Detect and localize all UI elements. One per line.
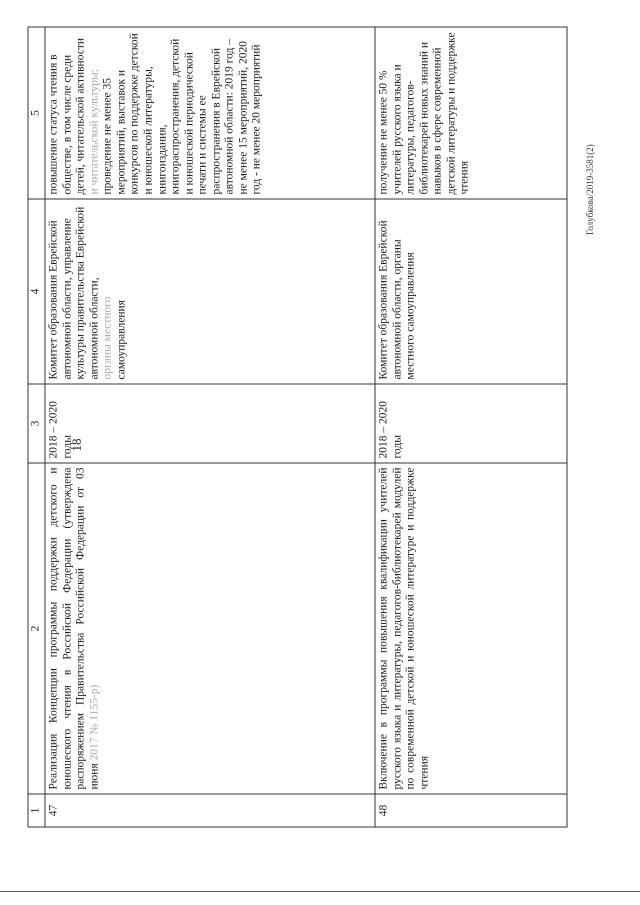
row-number: 47 bbox=[45, 794, 375, 827]
term-cell: 2018 – 2020 годы bbox=[45, 384, 375, 463]
table-row bbox=[375, 27, 567, 827]
executor-text-faint: органы местного bbox=[101, 296, 114, 380]
header-col-1: 1 bbox=[28, 794, 45, 827]
measure-cell: Включение в программы повышения квалификации учителей русского языка и литературы, педагогов-библиотекарей модулей по современной детской и юношеской литературе и поддержке чтения bbox=[375, 463, 567, 794]
table-row bbox=[45, 27, 375, 827]
measure-cell bbox=[45, 463, 375, 794]
header-col-4: 4 bbox=[28, 199, 45, 384]
bottom-rule bbox=[0, 891, 640, 892]
header-col-5: 5 bbox=[28, 27, 45, 199]
executor-cell: Комитет образования Еврейской автономной области, органы местного самоуправления bbox=[375, 199, 567, 384]
executor-text: Комитет образования Еврейской автономной области, управление культуры правительства Еврейской автономной области, bbox=[47, 206, 101, 380]
result-text-tail: проведение не менее 35 мероприятий, выставок и конкурсов по поддержке детской и юношеской литературы, книгоиздания, книгораспространения, детской и юношеской периодической печати и системы ее распространения в Еврейской автономной области: 2019 год – не менее 15 мероприятий, 2020 год - не менее 20 мероприятий bbox=[101, 33, 263, 195]
header-col-2: 2 bbox=[28, 463, 45, 794]
measures-table-wrapper bbox=[28, 32, 568, 828]
result-cell bbox=[45, 27, 375, 199]
document-footer-code: Голубкова/2019-3581(2) bbox=[585, 144, 595, 235]
result-text-faint: и читательской культуры; bbox=[88, 69, 101, 195]
measure-text: Реализация Концепции программы поддержки детского и юношеского чтения в Российской Федерации (утверждена распоряжением Правительства Российской Федерации от 03 июня bbox=[47, 467, 101, 790]
result-cell: получение не менее 50 % учителей русского языка и литературы, педагогов-библиотекарей новых знаний и навыков в сфере современной детской литературы и поддержке чтения bbox=[375, 27, 567, 199]
executor-text-tail: самоуправления bbox=[115, 300, 128, 380]
table-header-row bbox=[28, 27, 45, 827]
header-col-3: 3 bbox=[28, 384, 45, 463]
executor-cell bbox=[45, 199, 375, 384]
measure-text-faint: 2017 № 1155-р) bbox=[88, 684, 101, 761]
measures-table bbox=[28, 27, 568, 828]
term-cell: 2018 – 2020 годы bbox=[375, 384, 567, 463]
page-number: 18 bbox=[69, 438, 84, 452]
row-number: 48 bbox=[375, 794, 567, 827]
result-text: повышение статуса чтения в обществе, в том числе среди детей, читательской активности bbox=[47, 37, 87, 195]
